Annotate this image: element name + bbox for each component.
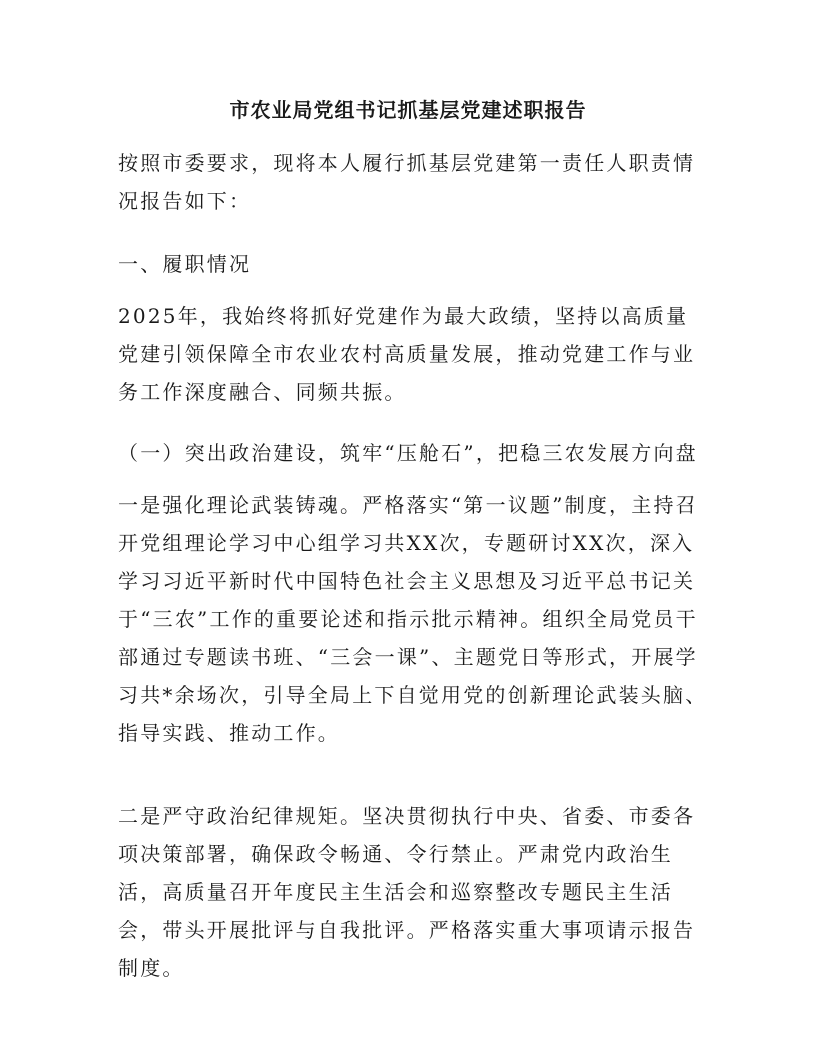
subsection-heading-political-building: （一）突出政治建设，筑牢“压舱石”，把稳三农发展方向盘 [118,441,698,465]
body-paragraph: 2025年，我始终将抓好党建作为最大政绩，坚持以高质量党建引领保障全市农业农村高质量发展，推动党建工作与业务工作深度融合、同频共振。 [118,304,696,404]
section-heading-performance: 一、履职情况 [118,252,252,276]
intro-paragraph: 按照市委要求，现将本人履行抓基层党建第一责任人职责情况报告如下： [118,151,696,213]
body-paragraph: 一是强化理论武装铸魂。严格落实“第一议题”制度，主持召开党组理论学习中心组学习共XX次，专题研讨XX次，深入学习习近平新时代中国特色社会主义思想及习近平总书记关于“三农”工作的重要论述和指示批示精神。组织全局党员干部通过专题读书班、“三会一课”、主题党日等形式，开展学习共*余场次，引导全局上下自觉用党的创新理论武装头脑、指导实践、推动工作。 [118,493,708,745]
body-paragraph: 二是严守政治纪律规矩。坚决贯彻执行中央、省委、市委各项决策部署，确保政令畅通、令行禁止。严肃党内政治生活，高质量召开年度民主生活会和巡察整改专题民主生活会，带头开展批评与自我批评。严格落实重大事项请示报告制度。 [118,804,696,980]
document-title: 市农业局党组书记抓基层党建述职报告 [229,98,587,122]
